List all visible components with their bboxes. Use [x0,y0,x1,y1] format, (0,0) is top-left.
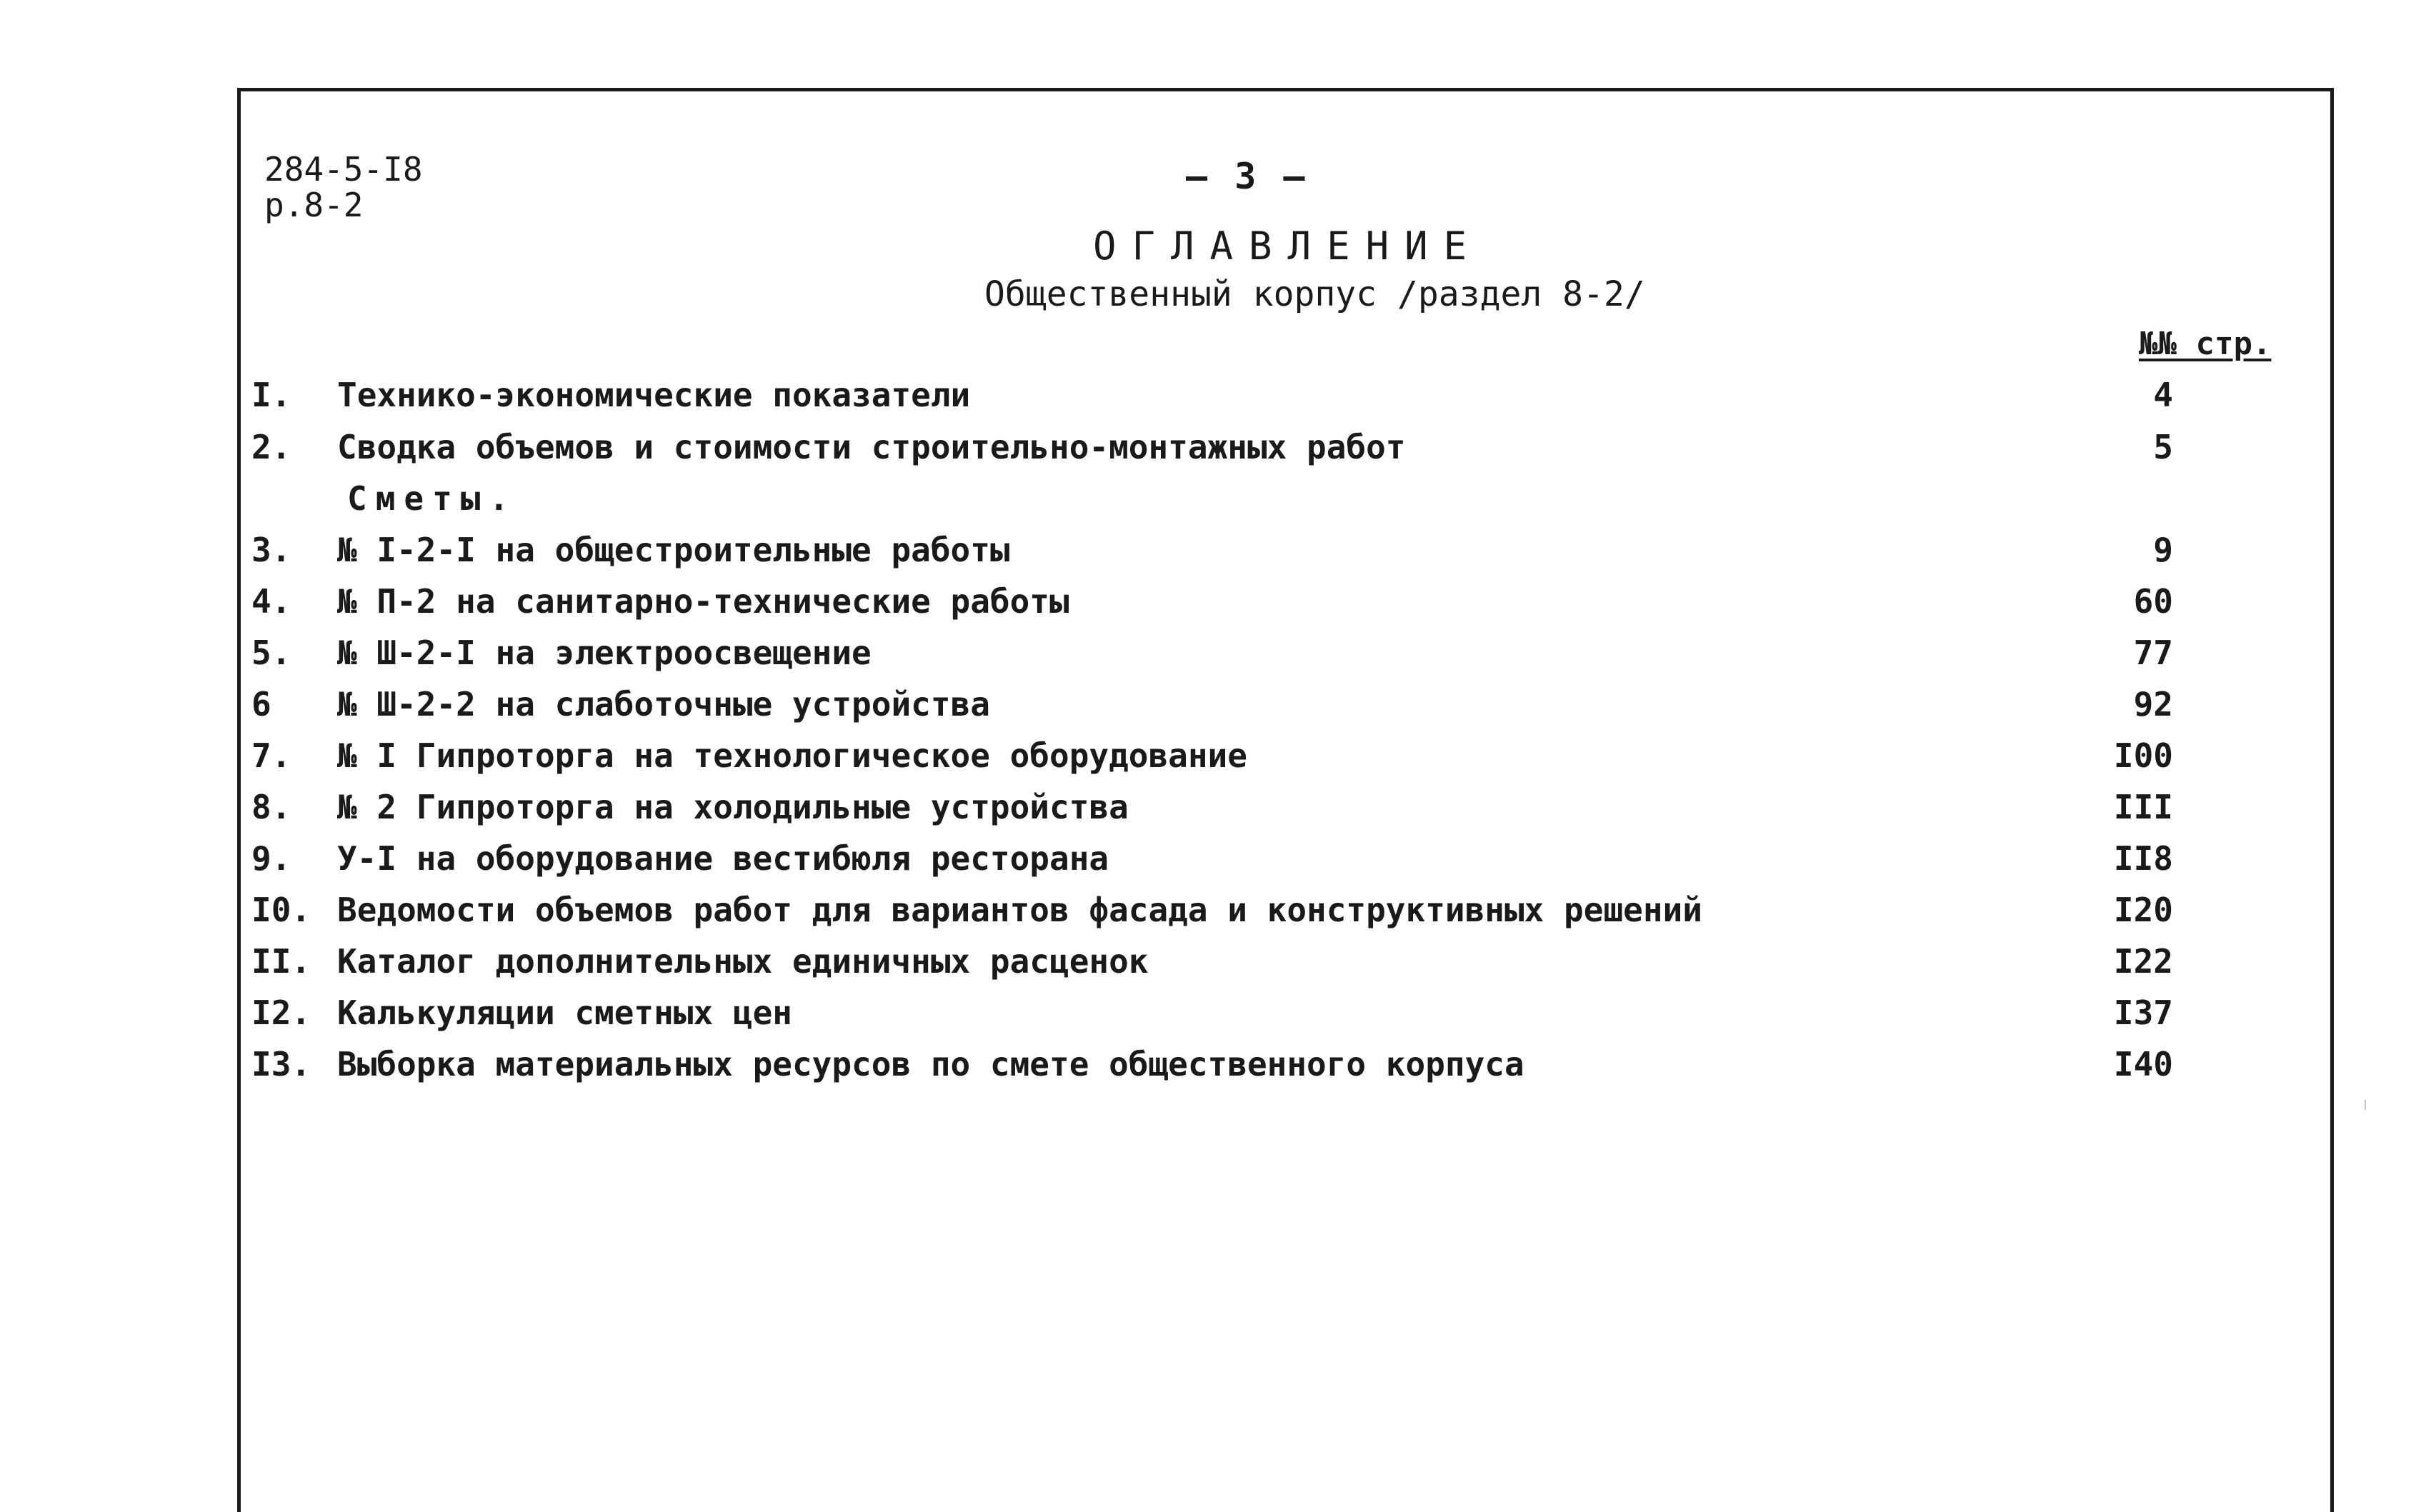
document-code-line2: р.8-2 [264,186,364,224]
toc-entry-page: I00 [2113,736,2173,775]
document-code-line1: 284-5-I8 [264,150,423,189]
toc-entry-title: Ведомости объемов работ для вариантов фасада и конструктивных решений [337,891,1702,929]
toc-entry-number: 6 [251,685,271,724]
toc-entry-page: I20 [2113,891,2173,929]
toc-entry-title: № 2 Гипроторга на холодильные устройства [337,788,1129,826]
toc-entry-page: 4 [2153,376,2173,414]
page-title: ОГЛАВЛЕНИЕ [1093,224,1483,269]
toc-entry [251,734,2173,777]
toc-entry-title: № П-2 на санитарно-технические работы [337,582,1069,621]
toc-entry-number: 8. [251,788,291,826]
toc-entry [251,837,2173,880]
page-subtitle: Общественный корпус /раздел 8-2/ [984,274,1645,314]
toc-entry-number: II. [251,942,311,981]
toc-entry-title: Технико-экономические показатели [337,376,971,414]
toc-entry-number: 9. [251,839,291,878]
toc-entry-number: 4. [251,582,291,621]
toc-entry-title: № I Гипроторга на технологическое оборудование [337,736,1247,775]
toc-entry-number: I3. [251,1045,311,1083]
toc-entry [251,940,2173,983]
page-column-header: №№ стр. [2139,326,2272,362]
toc-entry [251,888,2173,931]
toc-entry-number: 5. [251,634,291,672]
toc-entry [251,426,2173,469]
toc-entry-page: II8 [2113,839,2173,878]
toc-entry [251,1043,2173,1086]
toc-entry-page: 5 [2153,428,2173,466]
toc-entry-page: I22 [2113,942,2173,981]
toc-entry-number: 2. [251,428,291,466]
toc-entry-number: I0. [251,891,311,929]
document-code [264,151,423,223]
toc-entry [251,991,2173,1034]
toc-entry-title: Каталог дополнительных единичных расценок [337,942,1149,981]
toc-entry-page: I40 [2113,1045,2173,1083]
toc-entry [251,631,2173,674]
toc-entry-number: 7. [251,736,291,775]
scan-mark [2365,1100,2366,1110]
toc-entry [251,786,2173,828]
toc-entry-title: Калькуляции сметных цен [337,993,792,1032]
toc-entry-page: 9 [2153,531,2173,569]
toc-entry-page: 77 [2133,634,2173,672]
toc-entry-page: 60 [2133,582,2173,621]
toc-entry [251,374,2173,416]
toc-entry-number: I2. [251,993,311,1032]
toc-entry-title: Сводка объемов и стоимости строительно-монтажных работ [337,428,1406,466]
toc-entry [251,580,2173,623]
section-label-estimates: Сметы. [347,479,518,518]
toc-entry-title: № I-2-I на общестроительные работы [337,531,1010,569]
toc-entry-page: III [2113,788,2173,826]
toc-entry-number: I. [251,376,291,414]
toc-entry [251,529,2173,571]
toc-entry-title: № Ш-2-I на электроосвещение [337,634,872,672]
toc-entry-page: I37 [2113,993,2173,1032]
toc-entry-page: 92 [2133,685,2173,724]
toc-entry-title: Выборка материальных ресурсов по смете общественного корпуса [337,1045,1524,1083]
page-number: — 3 — [1186,156,1308,197]
toc-entry-title: № Ш-2-2 на слаботочные устройства [337,685,990,724]
toc-entry [251,683,2173,726]
toc-entry-number: 3. [251,531,291,569]
toc-entry-title: У-I на оборудование вестибюля ресторана [337,839,1109,878]
